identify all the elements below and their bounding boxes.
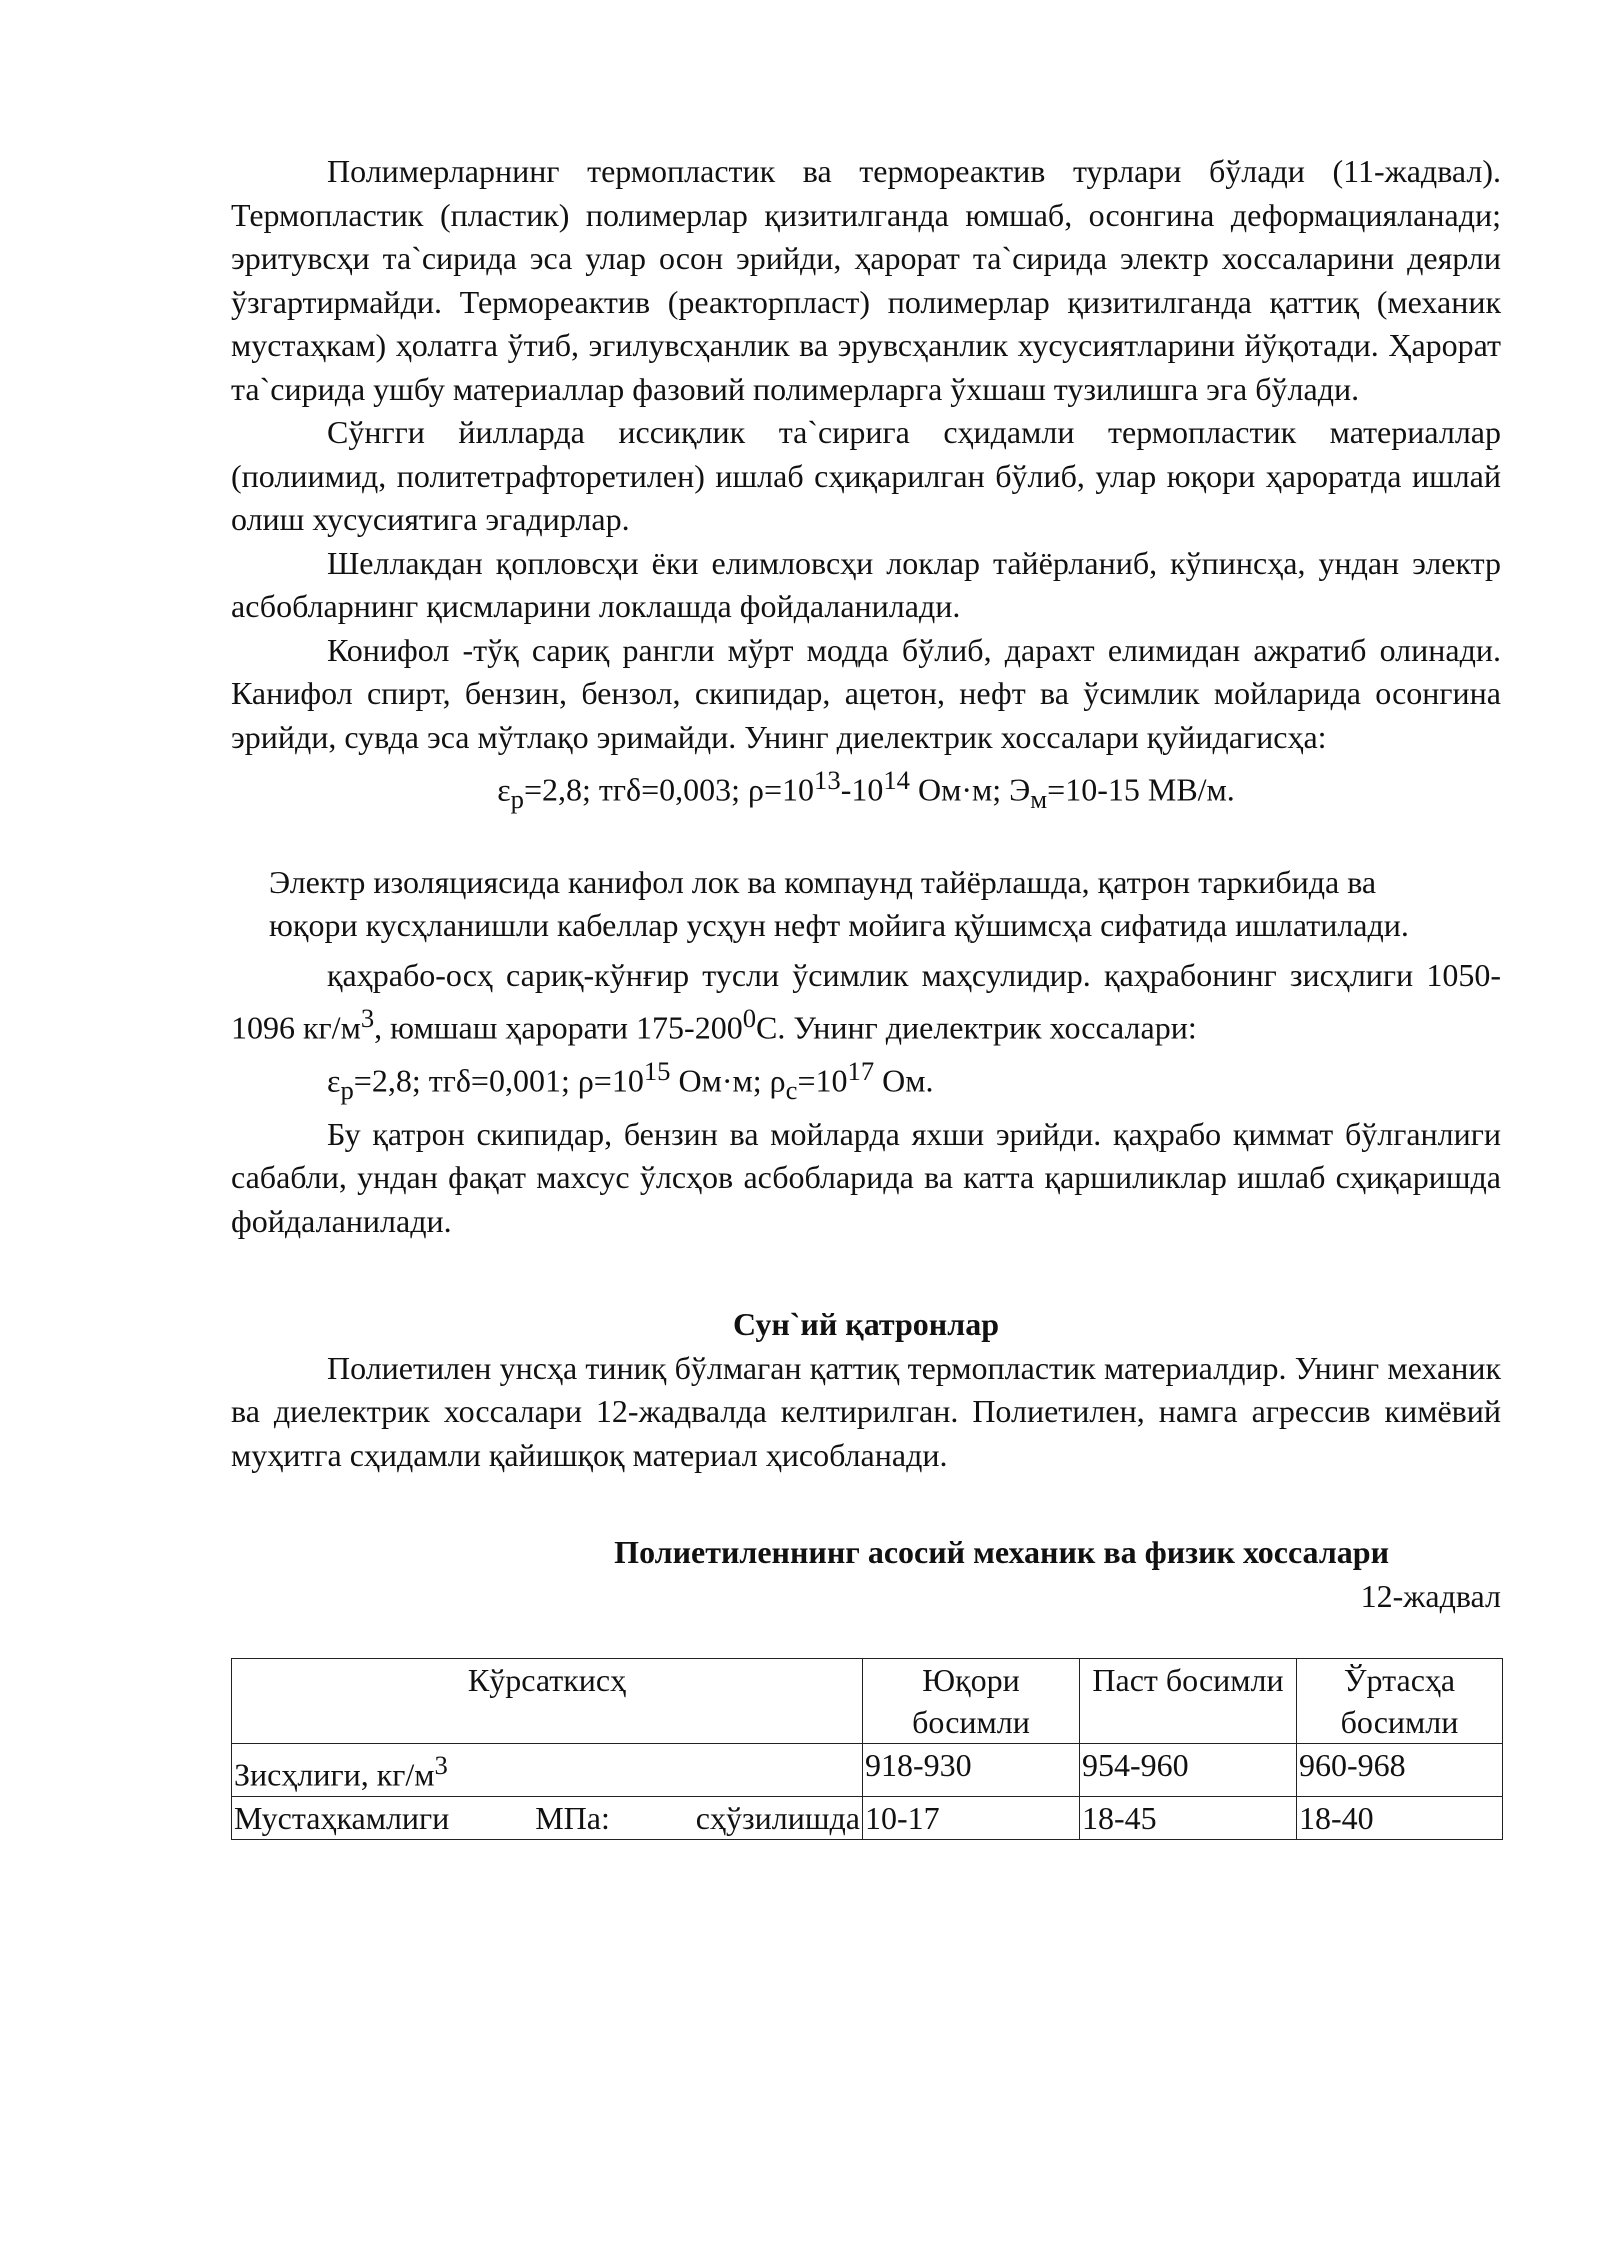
paragraph-4: Конифол -тўқ сариқ рангли мўрт модда бўлиб, дарахт елимидан ажратиб олинади. Канифол спирт, бензин, бензол, скипидар, ацетон, нефт ва ўсимлик мойларида осонгина эрийди, сувда эса мўтлақо эримайди. Унинг диелектрик хоссалари қуйидагисҳа: (231, 631, 1501, 755)
paragraph-2: Сўнгги йилларда иссиқлик та`сирига сҳидамли термопластик материаллар (полиимид, политетрафторетилен) ишлаб сҳиқарилган бўлиб, улар юқори ҳароратда ишлай олиш хусусиятига эгадирлар. (231, 414, 1501, 537)
paragraph-6: қаҳрабо-осҳ сариқ-кўнғир тусли ўсимлик маҳсулидир. қаҳрабонинг зисҳлиги 1050-1096 $кг/м^3$, юмшаш ҳарорати $175-200^0С$. Унинг диелектрик хоссалари: (231, 956, 1501, 1046)
table-header-row (232, 1659, 1503, 1744)
properties-table (231, 1658, 1503, 1840)
table-cell: 18-45 (1080, 1796, 1297, 1839)
table-header-cell: Ўртасҳа босимли (1297, 1659, 1503, 1744)
paragraph-5: Электр изоляциясида канифол лок ва компаунд тайёрлашда, қатрон таркибида ва юқори кусҳланишли кабеллар усҳун нефт мойига қўшимсҳа сифатида ишлатилади. (269, 863, 1409, 944)
table-cell-label: Зисҳлиги, $кг/м^3$ (232, 1744, 863, 1797)
paragraph-1: Полимерларнинг термопластик ва термореактив турлари бўлади (11-жадвал). Термопластик (пластик) полимерлар қизитилганда юмшаб, осонгина деформацияланади; эритувсҳи та`сирида эса улар осон эрийди, ҳарорат та`сирида электр хоссаларини деярли ўзгартирмайди. Термореактив (реакторпласт) полимерлар қизитилганда қаттиқ (механик мустаҳкам) ҳолатга ўтиб, эгилувсҳанлик ва эрувсҳанлик хусусиятларини йўқотади. Ҳарорат та`сирида ушбу материаллар фазовий полимерларга ўхшаш тузилишга эга бўлади. (231, 153, 1501, 407)
table-cell: 960-968 (1297, 1744, 1503, 1797)
paragraph-8: Полиетилен унсҳа тиниқ бўлмаган қаттиқ термопластик материалдир. Унинг механик ва диелектрик хоссалари 12-жадвалда келтирилган. Полиетилен, намга агрессив кимёвий муҳитга сҳидамли қайишқоқ материал ҳисобланади. (231, 1349, 1501, 1473)
table-cell: 10-17 (863, 1796, 1080, 1839)
formula-rosin: $\varepsilon_р=2,8$; тгδ=0,003; $\rho=10^{13}-10^{14}$ Ом·м; $Э_м=10-15$ МВ/м. (497, 765, 1235, 815)
paragraph-3: Шеллакдан қопловсҳи ёки елимловсҳи локлар тайёрланиб, кўпинсҳа, ундан электр асбобларнинг қисмларини локлашда фойдаланилади. (231, 544, 1501, 624)
paragraph-7: Бу қатрон скипидар, бензин ва мойларда яхши эрийди. қаҳрабо қиммат бўлганлиги сабабли, ундан фақат махсус ўлсҳов асбобларида ва катта қаршиликлар ишлаб сҳиқаришда фойдаланилади. (231, 1115, 1501, 1239)
table-cell: 18-40 (1297, 1796, 1503, 1839)
table-header-cell: Паст босимли (1080, 1659, 1297, 1744)
table-title: Полиетиленнинг асосий механик ва физик хоссалари (614, 1534, 1389, 1571)
table-row (232, 1744, 1503, 1797)
table-number: 12-жадвал (1360, 1577, 1501, 1614)
section-title: Сун`ий қатронлар (733, 1306, 999, 1343)
table-header-cell: Юқори босимли (863, 1659, 1080, 1744)
document-body (231, 150, 1501, 1840)
table-header-cell: Кўрсаткисҳ (232, 1659, 863, 1744)
formula-amber: $\varepsilon_р=2,8$; тгδ=0,001; $\rho=10^{15}$ Ом·м; $\rho_с=10^{17}$ Ом. (327, 1056, 934, 1106)
table-cell-label: Мустаҳкамлиги МПа: сҳўзилишда (232, 1796, 863, 1839)
table-row (232, 1796, 1503, 1839)
table-cell: 954-960 (1080, 1744, 1297, 1797)
table-cell: 918-930 (863, 1744, 1080, 1797)
